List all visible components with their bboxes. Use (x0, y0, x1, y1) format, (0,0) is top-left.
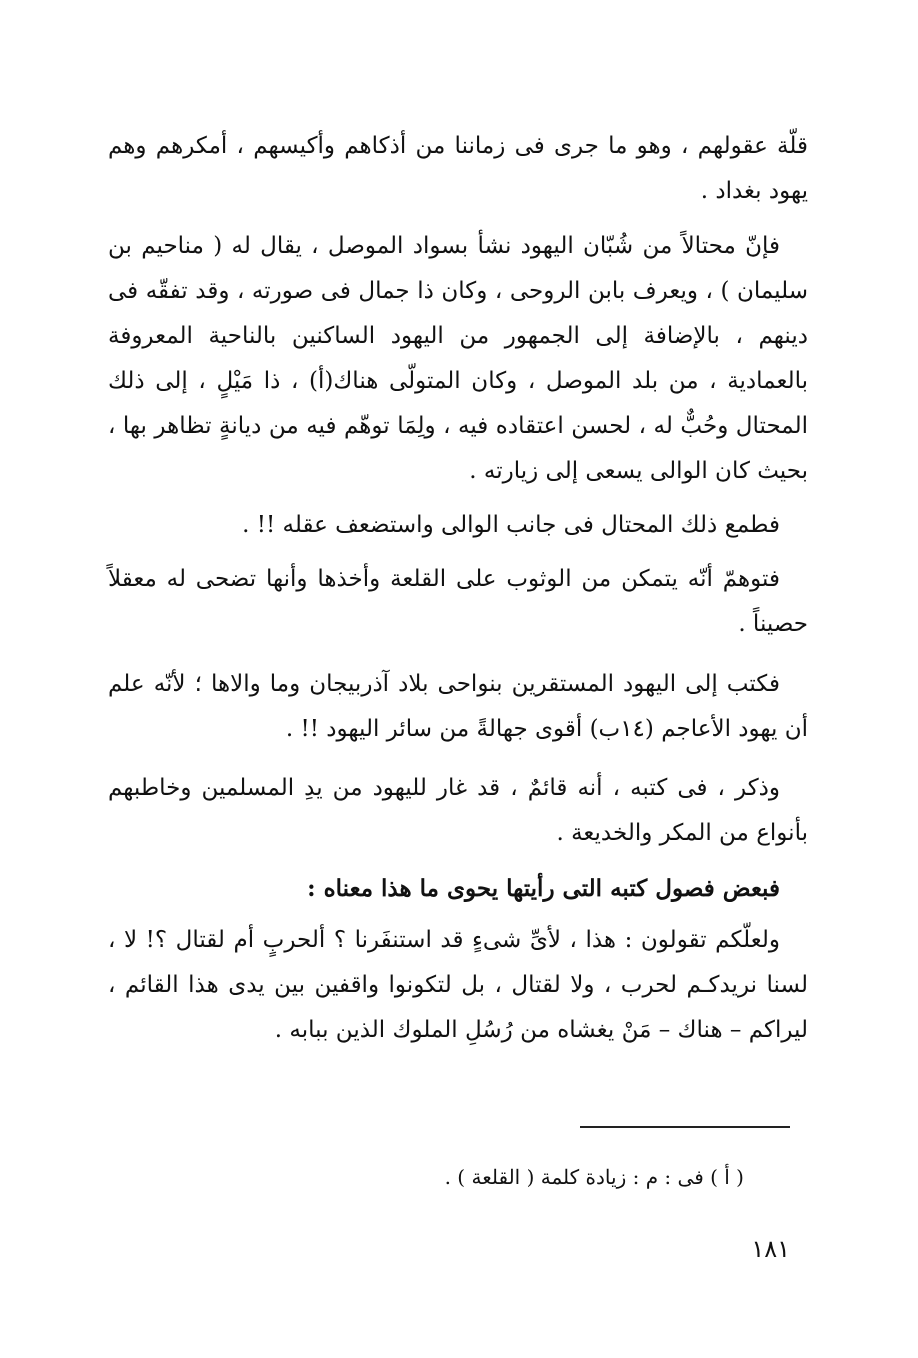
paragraph-text: فإنّ محتالاً من شُبّان اليهود نشأ بسواد الموصل ، يقال له ( مناحيم بن سليمان ) ، ويعرف بابن الروحى ، وكان ذا جمال فى صورته ، وقد تفقّه فى دينهم ، بالإضافة إلى الجمهور من اليهود الساكنين بالناحية المعروفة بالعمادية ، من بلد الموصل ، وكان المتولّى هناك(أ) ، ذا مَيْلٍ ، إلى ذلك المحتال وحُبٌّ له ، لحسن اعتقاده فيه ، ولِمَا توهّم فيه من ديانةٍ تظاهر بها ، بحيث كان الوالى يسعى إلى زيارته . (108, 233, 808, 484)
paragraph-text: فطمع ذلك المحتال فى جانب الوالى واستضعف عقله !! . (242, 512, 780, 538)
paragraph-text: قلّة عقولهم ، وهو ما جرى فى زماننا من أذكاهم وأكيسهم ، أمكرهم وهم يهود بغداد . (108, 133, 808, 204)
paragraph-mutaharrik (108, 224, 808, 494)
paragraph-kataba (108, 662, 808, 752)
paragraph-continuation (108, 124, 808, 214)
page-number: ١٨١ (751, 1235, 790, 1263)
paragraph-text: وذكر ، فى كتبه ، أنه قائمٌ ، قد غار لليهود من يدِ المسلمين وخاطبهم بأنواع من المكر والخديعة . (108, 775, 808, 846)
paragraph-text: فكتب إلى اليهود المستقرين بنواحى بلاد آذربيجان وما والاها ؛ لأنّه علم أن يهود الأعاجم (١٤ب) أقوى جهالةً من سائر اليهود !! . (108, 671, 808, 742)
paragraph-dhakara (108, 766, 808, 856)
paragraph-fusul-heading (108, 866, 808, 911)
footnote-divider (580, 1126, 790, 1128)
paragraph-text: فبعض فصول كتبه التى رأيتها يحوى ما هذا معناه : (307, 875, 780, 902)
footnote: ( أ ) فى : م : زيادة كلمة ( القلعة ) . (444, 1165, 744, 1189)
paragraph-tamaa (108, 503, 808, 548)
paragraph-quote (108, 918, 808, 1053)
paragraph-text: ولعلّكم تقولون : هذا ، لأىِّ شىءٍ قد استنفَرنا ؟ ألحربٍ أم لقتال ؟! لا ، لسنا نريدكـم لحرب ، ولا لقتال ، بل لتكونوا واقفين بين يدى هذا القائم ، ليراكم – هناك – مَنْ يغشاه من رُسُلِ الملوك الذين ببابه . (108, 927, 808, 1043)
paragraph-text: فتوهمّ أنّه يتمكن من الوثوب على القلعة وأخذها وأنها تضحى له معقلاً حصيناً . (108, 566, 808, 637)
paragraph-tawahhum (108, 557, 808, 647)
